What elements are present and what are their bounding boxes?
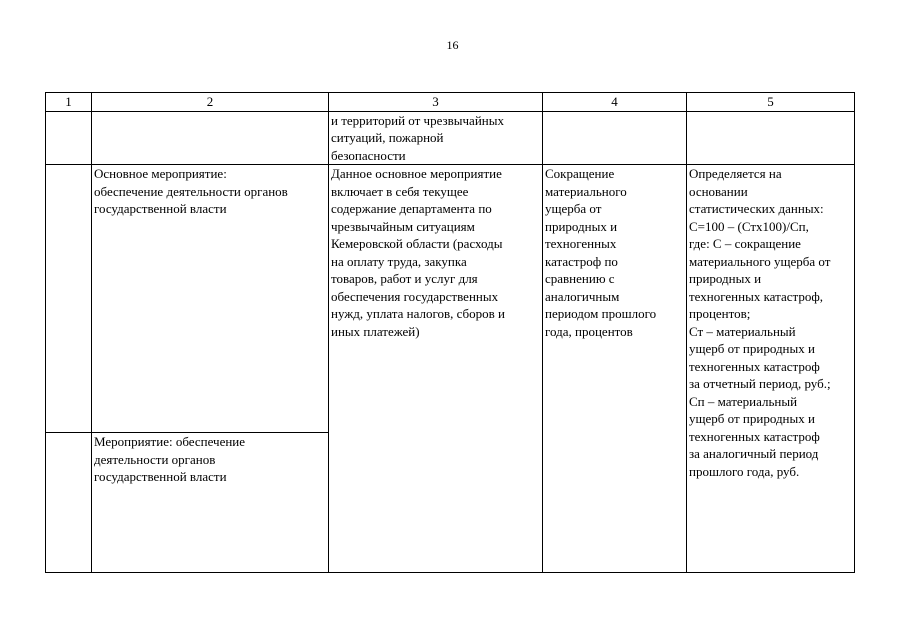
- header-col-2: 2: [92, 93, 329, 112]
- main-activity-description: Данное основное мероприятие включает в себя текущее содержание департамента по чрезвычайным ситуациям Кемеровской области (расходы на оплату труда, закупка товаров, работ и услуг для обеспечения государственных нужд, уплата налогов, сборов и иных платежей): [329, 165, 543, 573]
- header-col-1: 1: [46, 93, 92, 112]
- sub-activity-title: Мероприятие: обеспечение деятельности органов государственной власти: [92, 433, 329, 573]
- main-activity-row: [46, 165, 855, 433]
- page-number: 16: [446, 38, 459, 52]
- header-col-3: 3: [329, 93, 543, 112]
- main-activity-title: Основное мероприятие: обеспечение деятельности органов государственной власти: [92, 165, 329, 433]
- sub-col-1: [46, 433, 92, 573]
- continuation-col-5: [687, 111, 855, 165]
- continuation-col-1: [46, 111, 92, 165]
- continuation-row: [46, 111, 855, 165]
- table-header-row: [46, 93, 855, 112]
- indicator-calculation: Определяется на основании статистических данных: С=100 – (Стх100)/Сп, где: С – сокращение материального ущерба от природных и техногенных катастроф, процентов; Ст – материальный ущерб от природных и техногенных катастроф за отчетный период, руб.; Сп – материальный ущерб от природных и техногенных катастроф за аналогичный период прошлого года, руб.: [687, 165, 855, 573]
- program-table: [45, 92, 855, 573]
- indicator-name: Сокращение материального ущерба от природных и техногенных катастроф по сравнению с аналогичным периодом прошлого года, процентов: [543, 165, 687, 573]
- header-col-5: 5: [687, 93, 855, 112]
- header-col-4: 4: [543, 93, 687, 112]
- continuation-col-2: [92, 111, 329, 165]
- main-col-1: [46, 165, 92, 433]
- continuation-col-4: [543, 111, 687, 165]
- continuation-col-3: и территорий от чрезвычайных ситуаций, пожарной безопасности: [329, 111, 543, 165]
